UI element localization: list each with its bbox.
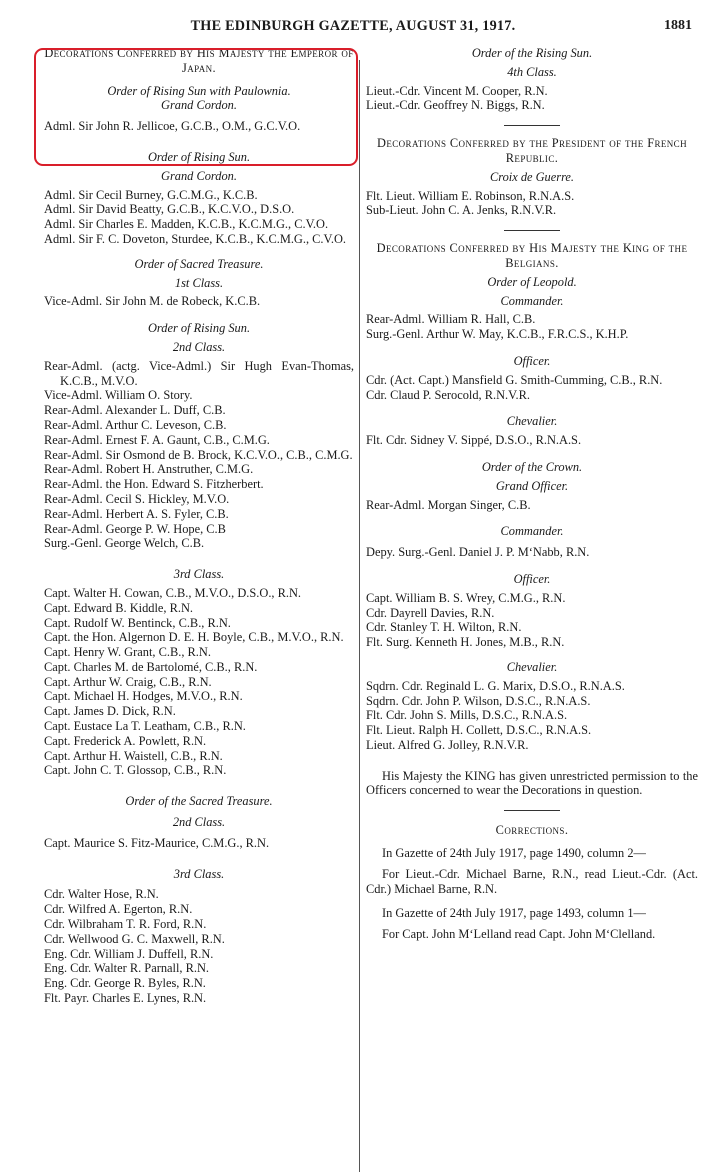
paulownia-order: Order of Rising Sun with Paulownia. [107,83,291,98]
chevalier-heading: Chevalier. [506,414,558,429]
crown-chevalier-list [366,679,698,753]
list-item: Rear-Adml. Arthur C. Leveson, C.B. [44,417,227,432]
sacred-treasure-heading-2: Order of the Sacred Treasure. [125,794,273,809]
list-item: Eng. Cdr. Walter R. Parnall, R.N. [44,961,209,976]
list-item: Surg.-Genl. Arthur W. May, K.C.B., F.R.C.S., K.H.P. [366,327,629,342]
list-item: Capt. Maurice S. Fitz-Maurice, C.M.G., R.N. [44,835,270,850]
crown-chevalier-heading: Chevalier. [506,659,558,674]
list-item: Rear-Adml. (actg. Vice-Adml.) Sir Hugh Evan-Thomas, K.C.B., M.V.O. [44,358,354,388]
list-item: Cdr. (Act. Capt.) Mansfield G. Smith-Cumming, C.B., R.N. [366,372,663,387]
list-item: Capt. Rudolf W. Bentinck, C.B., R.N. [44,615,231,630]
croix-heading: Croix de Guerre. [489,169,575,184]
leopold-heading: Order of Leopold. [487,274,577,289]
list-item: Rear-Adml. the Hon. Edward S. Fitzherbert. [44,477,264,492]
corrections-heading: Corrections. [495,823,569,838]
list-item: Sub-Lieut. John C. A. Jenks, R.N.V.R. [366,203,557,218]
list-item: Capt. Eustace La T. Leatham, C.B., R.N. [44,719,246,734]
list-item: Capt. Henry W. Grant, C.B., R.N. [44,645,211,660]
list-item: Capt. Arthur W. Craig, C.B., R.N. [44,674,212,689]
list-item: Rear-Adml. Cecil S. Hickley, M.V.O. [44,491,230,506]
fourth-class-heading: 4th Class. [507,64,557,79]
rising-sun-heading: Order of Rising Sun. [147,149,251,164]
list-item: Vice-Adml. William O. Story. [44,388,193,403]
correction-2-text: For Capt. John M‘Lelland read Capt. John M‘Clelland. [382,927,656,942]
rising-sun-4th-heading: Order of the Rising Sun. [471,46,593,60]
list-item: Rear-Adml. Ernest F. A. Gaunt, C.B., C.M.G. [44,432,270,447]
list-item: Adml. Sir David Beatty, G.C.B., K.C.V.O., D.S.O. [44,202,295,217]
list-item: Cdr. Stanley T. H. Wilton, R.N. [366,620,522,635]
list-item: Depy. Surg.-Genl. Daniel J. P. M‘Nabb, R.N. [366,545,590,560]
crown-officer-heading: Officer. [513,571,551,586]
rising-sun-heading-2: Order of Rising Sun. [147,321,251,336]
list-item: Rear-Adml. Sir Osmond de B. Brock, K.C.V.O., C.B., C.M.G. [44,447,353,462]
list-item: Flt. Cdr. John S. Mills, D.S.C., R.N.A.S. [366,708,568,723]
list-item: Sqdrn. Cdr. John P. Wilson, D.S.C., R.N.A.S. [366,693,591,708]
second-class-heading: 2nd Class. [172,339,226,354]
st-third-class-heading: 3rd Class. [173,866,225,881]
list-item: Adml. Sir Charles E. Madden, K.C.B., K.C.M.G., C.V.O. [44,217,329,232]
fourth-class-list [366,84,698,114]
column-divider [359,60,360,1172]
commander-list [366,312,698,342]
correction-1-ref: In Gazette of 24th July 1917, page 1490, column 2— [382,846,646,861]
page-number: 1881 [664,18,692,33]
list-item: Rear-Adml. Robert H. Anstruther, C.M.G. [44,462,254,477]
list-item: Capt. James D. Dick, R.N. [44,704,176,719]
gazette-title: THE EDINBURGH GAZETTE, AUGUST 31, 1917. [190,18,516,34]
section-rule [504,810,560,811]
list-item: Cdr. Wellwood G. C. Maxwell, R.N. [44,931,225,946]
list-item: Sqdrn. Cdr. Reginald L. G. Marix, D.S.O., R.N.A.S. [366,678,625,693]
list-item: Capt. John C. T. Glossop, C.B., R.N. [44,763,227,778]
list-item: Cdr. Walter Hose, R.N. [44,887,159,902]
first-class-heading: 1st Class. [174,275,224,290]
permission-note: His Majesty the KING has given unrestricted permission to the Officers concerned to wear the Decorations in question. [366,768,698,798]
st-second-class-heading: 2nd Class. [172,815,226,830]
croix-list [366,189,698,219]
list-item: Capt. the Hon. Algernon D. E. H. Boyle, C.B., M.V.O., R.N. [44,630,344,645]
correction-1-text: For Lieut.-Cdr. Michael Barne, R.N., read Lieut.-Cdr. (Act. Cdr.) Michael Barne, R.N. [366,866,698,896]
list-item: Adml. Sir F. C. Doveton, Sturdee, K.C.B., K.C.M.G., C.V.O. [44,231,347,246]
list-item: Flt. Cdr. Sidney V. Sippé, D.S.O., R.N.A.S. [366,433,582,448]
list-item: Capt. Arthur H. Waistell, C.B., R.N. [44,748,223,763]
list-item: Cdr. Wilbraham T. R. Ford, R.N. [44,917,207,932]
list-item: Lieut. Alfred G. Jolley, R.N.V.R. [366,737,529,752]
second-class-list [44,359,354,551]
right-column [366,46,698,942]
crown-commander-heading: Commander. [500,524,564,539]
list-item: Flt. Lieut. Ralph H. Collett, D.S.C., R.N.A.S. [366,723,592,738]
list-item: Flt. Lieut. William E. Robinson, R.N.A.S. [366,188,575,203]
section-rule [504,125,560,126]
list-item: Cdr. Claud P. Serocold, R.N.V.R. [366,387,530,402]
sacred-treasure-heading: Order of Sacred Treasure. [134,256,264,271]
paulownia-class: Grand Cordon. [161,98,237,113]
officer-list [366,373,698,403]
gazette-header [0,0,706,40]
list-item: Cdr. Dayrell Davies, R.N. [366,605,495,620]
list-item: Flt. Surg. Kenneth H. Jones, M.B., R.N. [366,635,565,650]
japan-heading: Decorations Conferred by His Majesty the Emperor of Japan. [44,46,354,75]
france-heading: Decorations Conferred by the President of the French Republic. [377,136,687,165]
grand-cordon-list [44,188,354,247]
list-item: Eng. Cdr. William J. Duffell, R.N. [44,946,214,961]
list-item: Vice-Adml. Sir John M. de Robeck, K.C.B. [44,294,261,309]
commander-heading: Commander. [500,293,564,308]
third-class-heading: 3rd Class. [173,567,225,582]
list-item: Capt. Edward B. Kiddle, R.N. [44,600,194,615]
list-item: Lieut.-Cdr. Vincent M. Cooper, R.N. [366,83,548,98]
list-item: Capt. William B. S. Wrey, C.M.G., R.N. [366,590,566,605]
correction-2-ref: In Gazette of 24th July 1917, page 1493, column 1— [382,906,646,921]
list-item: Lieut.-Cdr. Geoffrey N. Biggs, R.N. [366,98,545,113]
list-item: Capt. Michael H. Hodges, M.V.O., R.N. [44,689,243,704]
paulownia-entry: Adml. Sir John R. Jellicoe, G.C.B., O.M., G.C.V.O. [44,119,301,134]
section-rule [504,230,560,231]
list-item: Flt. Payr. Charles E. Lynes, R.N. [44,991,207,1006]
belgium-heading: Decorations Conferred by His Majesty the King of the Belgians. [376,241,688,270]
crown-officer-list [366,591,698,650]
grand-cordon-heading: Grand Cordon. [161,168,237,183]
list-item: Rear-Adml. George P. W. Hope, C.B [44,521,226,536]
list-item: Rear-Adml. Morgan Singer, C.B. [366,497,531,512]
list-item: Cdr. Wilfred A. Egerton, R.N. [44,902,193,917]
officer-heading: Officer. [513,353,551,368]
st-third-class-list [44,887,354,1005]
list-item: Capt. Frederick A. Powlett, R.N. [44,733,207,748]
list-item: Rear-Adml. Herbert A. S. Fyler, C.B. [44,506,229,521]
list-item: Eng. Cdr. George R. Byles, R.N. [44,976,206,991]
left-column [44,46,354,1006]
third-class-list [44,586,354,778]
list-item: Capt. Walter H. Cowan, C.B., M.V.O., D.S.O., R.N. [44,585,302,600]
list-item: Surg.-Genl. George Welch, C.B. [44,536,205,551]
list-item: Rear-Adml. William R. Hall, C.B. [366,312,536,327]
list-item: Adml. Sir Cecil Burney, G.C.M.G., K.C.B. [44,187,258,202]
crown-heading: Order of the Crown. [481,459,583,474]
grand-officer-heading: Grand Officer. [495,478,569,493]
list-item: Capt. Charles M. de Bartolomé, C.B., R.N. [44,659,258,674]
list-item: Rear-Adml. Alexander L. Duff, C.B. [44,403,226,418]
